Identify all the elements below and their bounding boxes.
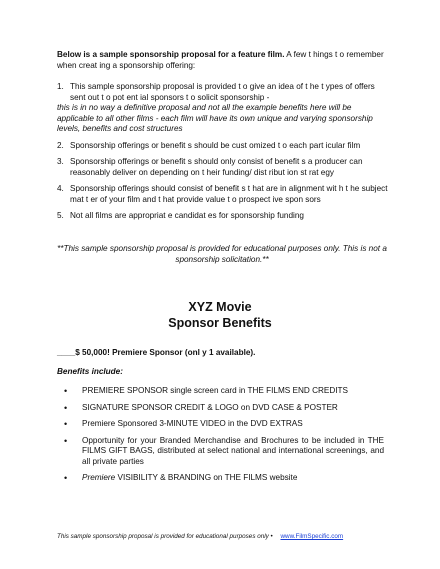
list-item	[64, 386, 384, 397]
footer-text: This sample sponsorship proposal is provided for educational purposes only •	[57, 533, 273, 540]
list-item	[57, 82, 389, 135]
list-text: Not all films are appropriat e candidat es for sponsorship funding	[70, 211, 304, 220]
benefit-text: Premiere Sponsored 3-MINUTE VIDEO in the DVD EXTRAS	[82, 419, 303, 428]
list-item	[64, 403, 384, 414]
benefits-list	[64, 386, 384, 490]
intro-rest: A few t hings t o remember when creat ing a sponsorship offering:	[57, 50, 384, 70]
list-number: 1.	[57, 82, 64, 91]
bullet-icon: •	[64, 402, 68, 413]
list-number: 2.	[57, 140, 64, 150]
footer-link[interactable]: www.FilmSpecific.com	[280, 533, 344, 540]
benefit-text: PREMIERE SPONSOR single screen card in THE FILMS END CREDITS	[82, 386, 349, 395]
list-item	[57, 141, 389, 152]
document-title: XYZ Movie	[188, 300, 252, 314]
list-continuation: this is in no way a definitive proposal and not all the example benefits here will be applicable to all other films - each film will have its own unique and varying sponsorship levels, benefits and cost structures	[57, 103, 373, 133]
list-item	[57, 157, 389, 178]
list-item	[57, 184, 389, 205]
bullet-icon: •	[64, 419, 68, 429]
bullet-icon: •	[64, 435, 68, 446]
list-item	[64, 419, 384, 430]
list-text: This sample sponsorship proposal is provided t o give an idea of t he t ypes of offers sent out t o pot ent ial sponsors t o solicit sponsorship -	[70, 82, 375, 102]
benefit-emphasis: Premiere	[82, 473, 116, 482]
list-item	[64, 473, 384, 484]
list-number: 5.	[57, 211, 64, 220]
list-text: Sponsorship offerings or benefit s should be cust omized t o each part icular film	[70, 140, 361, 150]
intro-lead: Below is a sample sponsorship proposal for a feature film.	[57, 50, 285, 59]
list-item	[57, 211, 389, 222]
list-number: 3.	[57, 157, 64, 166]
benefit-text: VISIBILITY & BRANDING on THE FILMS website	[115, 473, 298, 482]
benefits-heading: Benefits include:	[57, 367, 123, 376]
list-text: Sponsorship offerings or benefit s should only consist of benefit s a producer can reasonably deliver on depending on t heir funding/ dist ribut ion st rat egy	[70, 157, 363, 177]
premiere-sponsor-line: ____$ 50,000! Premiere Sponsor (onl y 1 available).	[57, 348, 256, 357]
document-subtitle: Sponsor Benefits	[168, 316, 272, 330]
disclaimer-note: **This sample sponsorship proposal is provided for educational purposes only. This is not a sponsorship solicitation.**	[57, 244, 387, 264]
guideline-list	[57, 82, 389, 222]
bullet-icon: •	[64, 386, 68, 396]
page-footer	[57, 533, 343, 540]
list-item	[64, 436, 384, 468]
list-text: Sponsorship offerings should consist of benefit s t hat are in alignment wit h t he subject mat t er of your film and t hat provide value t o prospect ive spon sors	[70, 184, 388, 204]
list-number: 4.	[57, 184, 64, 193]
intro-paragraph	[57, 50, 387, 71]
benefit-text: Opportunity for your Branded Merchandise and Brochures to be included in THE FILMS GIFT BAGS, distributed at select national and international screenings, and all private parties	[82, 435, 384, 466]
benefit-text: SIGNATURE SPONSOR CREDIT & LOGO on DVD CASE & POSTER	[82, 402, 338, 412]
bullet-icon: •	[64, 473, 68, 483]
